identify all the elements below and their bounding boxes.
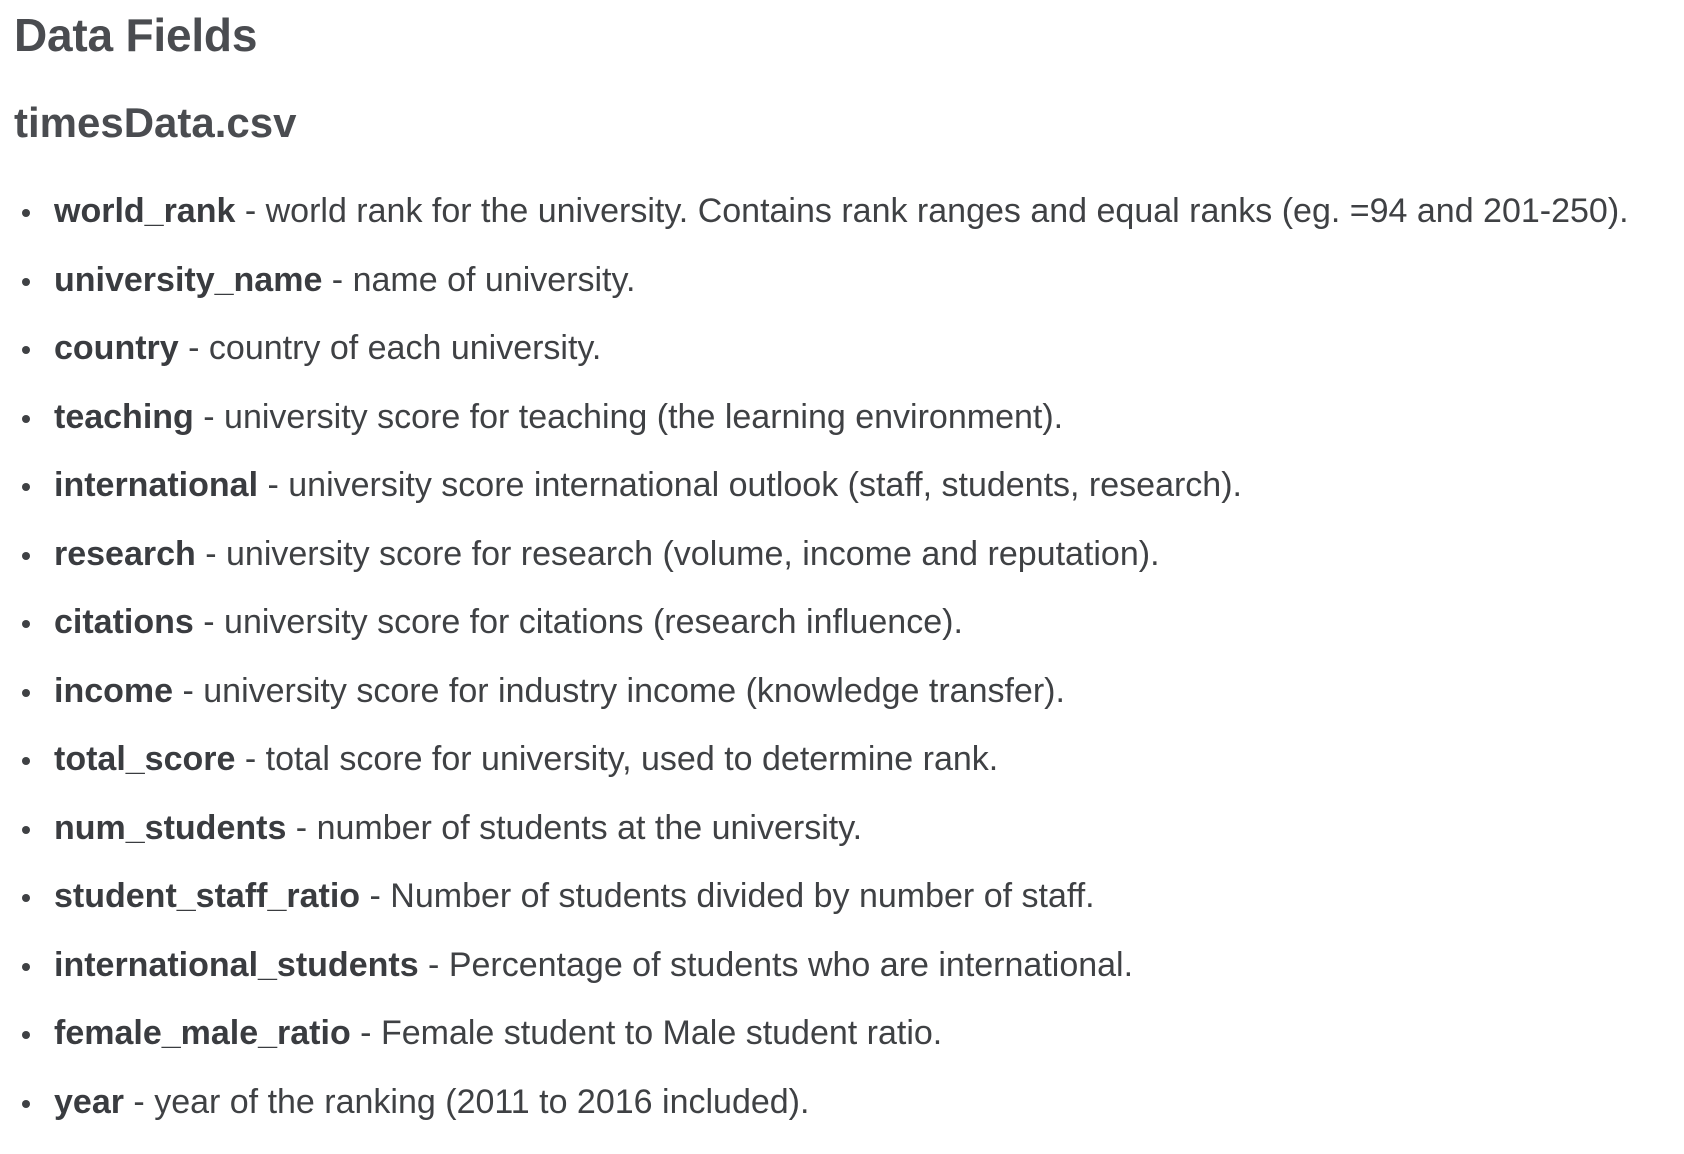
list-item <box>14 465 1674 534</box>
bullet-icon <box>22 1100 30 1108</box>
field-name: teaching <box>54 397 194 436</box>
list-item <box>14 808 1674 877</box>
separator: - <box>258 466 289 504</box>
field-description: world rank for the university. Contains rank ranges and equal ranks (eg. =94 and 201-250). <box>265 192 1629 230</box>
field-description: university score for teaching (the learning environment). <box>224 397 1064 436</box>
field-description: university score international outlook (staff, students, research). <box>288 466 1242 504</box>
bullet-icon <box>22 1031 30 1039</box>
separator: - <box>195 534 226 573</box>
bullet-icon <box>22 209 30 217</box>
list-item <box>14 739 1674 808</box>
separator: - <box>322 260 353 299</box>
bullet-icon <box>22 894 30 902</box>
field-description: country of each university. <box>208 329 602 367</box>
bullet-icon <box>22 346 30 354</box>
bullet-icon <box>22 278 30 286</box>
separator: - <box>178 329 209 367</box>
bullet-icon <box>22 689 30 697</box>
list-item <box>14 191 1674 260</box>
list-item <box>14 945 1674 1014</box>
list-item <box>14 534 1674 603</box>
separator: - <box>360 877 391 915</box>
separator: - <box>286 808 317 847</box>
bullet-icon <box>22 415 30 423</box>
bullet-icon <box>22 552 30 560</box>
separator: - <box>235 740 266 778</box>
field-description: university score for citations (research influence). <box>224 603 963 641</box>
field-name: year <box>54 1082 124 1121</box>
field-name: student_staff_ratio <box>54 877 361 915</box>
field-description: Number of students divided by number of staff. <box>390 877 1095 915</box>
separator: - <box>123 1082 155 1121</box>
field-name: country <box>54 329 179 367</box>
list-item <box>14 1013 1674 1082</box>
separator: - <box>418 945 449 984</box>
section-heading: Data Fields <box>14 9 258 61</box>
list-item <box>14 671 1674 740</box>
list-item <box>14 602 1674 671</box>
field-description: Female student to Male student ratio. <box>380 1014 943 1052</box>
field-description: number of students at the university. <box>316 808 863 847</box>
field-name: total_score <box>54 740 236 778</box>
field-name: world_rank <box>54 192 236 230</box>
bullet-icon <box>22 963 30 971</box>
field-name: international <box>54 466 259 504</box>
field-description: name of university. <box>352 260 636 299</box>
field-list <box>14 191 1674 1150</box>
bullet-icon <box>22 826 30 834</box>
field-name: international_students <box>54 945 419 984</box>
list-item <box>14 328 1674 397</box>
separator: - <box>193 603 225 641</box>
bullet-icon <box>22 757 30 765</box>
field-name: female_male_ratio <box>54 1014 351 1052</box>
field-description: university score for industry income (knowledge transfer). <box>203 671 1065 710</box>
field-description: university score for research (volume, income and reputation). <box>226 534 1160 573</box>
field-name: university_name <box>54 260 323 299</box>
list-item <box>14 260 1674 329</box>
bullet-icon <box>22 620 30 628</box>
bullet-icon <box>22 483 30 491</box>
file-name-heading: timesData.csv <box>14 99 297 146</box>
list-item <box>14 1082 1674 1151</box>
list-item <box>14 397 1674 466</box>
field-description: total score for university, used to determine rank. <box>265 740 999 778</box>
separator: - <box>235 192 266 230</box>
field-name: income <box>54 671 174 710</box>
field-name: research <box>54 534 196 573</box>
field-description: Percentage of students who are international. <box>448 945 1134 984</box>
separator: - <box>193 397 225 436</box>
list-item <box>14 876 1674 945</box>
separator: - <box>350 1014 381 1052</box>
field-description: year of the ranking (2011 to 2016 included). <box>154 1082 810 1121</box>
field-name: citations <box>54 603 194 641</box>
field-name: num_students <box>54 808 287 847</box>
separator: - <box>173 671 204 710</box>
